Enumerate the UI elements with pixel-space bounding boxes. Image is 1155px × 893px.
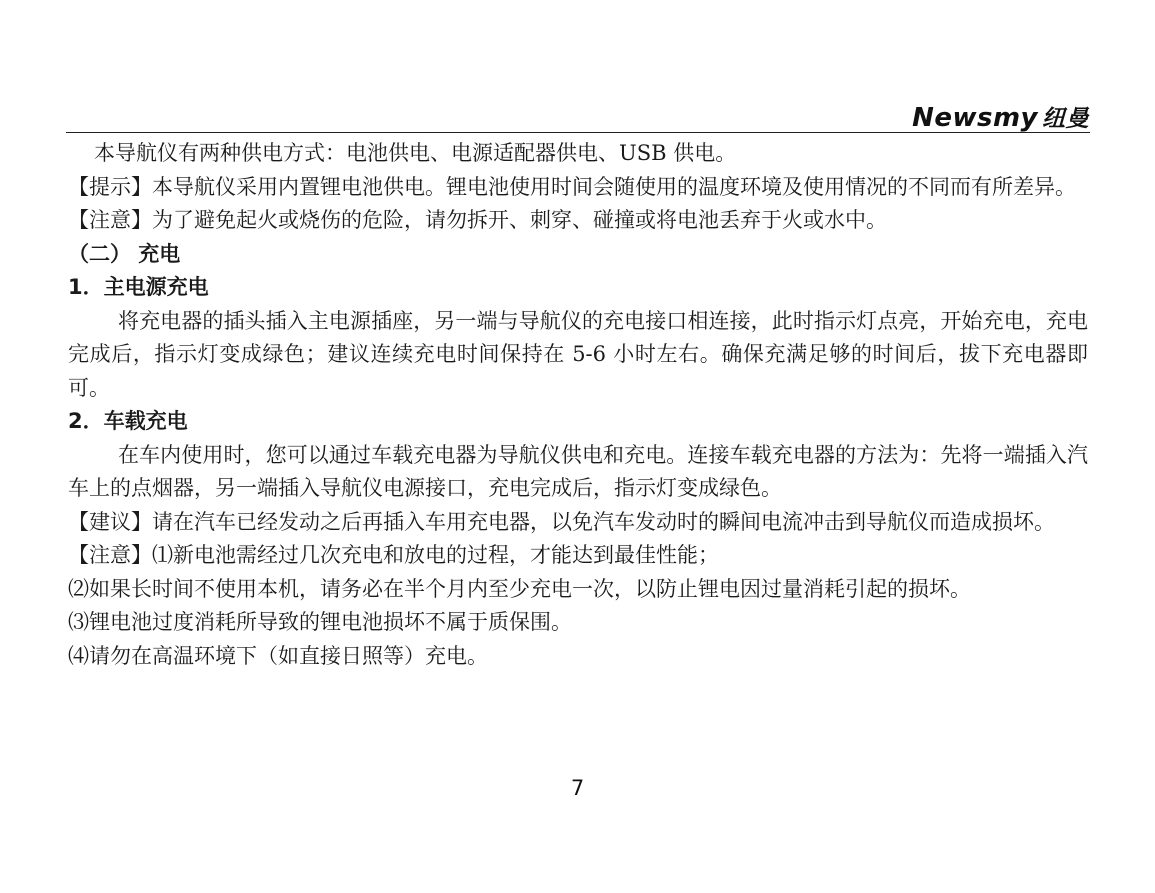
- brand-logo: [912, 104, 1089, 133]
- brand-name-cjk: 纽曼: [1042, 106, 1089, 132]
- tip-paragraph: 【提示】本导航仪采用内置锂电池供电。锂电池使用时间会随使用的温度环境及使用情况的不同而有所差异。: [68, 174, 1076, 199]
- caution-item-3: ⑶锂电池过度消耗所导致的锂电池损坏不属于质保围。: [68, 610, 572, 634]
- page-number: 7: [570, 776, 585, 800]
- mains-charging-paragraph: 将充电器的插头插入主电源插座，另一端与导航仪的充电接口相连接，此时指示灯点亮，开始充电，充电完成后，指示灯变成绿色；建议连续充电时间保持在 5-6 小时左右。确保充满足够的时间后，拔下充电器即可。: [68, 308, 1088, 400]
- page-content: [68, 137, 1088, 673]
- subsection-title-mains: 1．主电源充电: [68, 275, 209, 299]
- section-title: （二） 充电: [68, 241, 181, 266]
- caution-item-2: ⑵如果长时间不使用本机，请务必在半个月内至少充电一次，以防止锂电因过量消耗引起的损坏。: [68, 576, 971, 601]
- caution-paragraph: 【注意】为了避免起火或烧伤的危险，请勿拆开、刺穿、碰撞或将电池丢弃于火或水中。: [68, 208, 887, 232]
- header-divider: [66, 132, 1090, 133]
- caution-item-4: ⑷请勿在高温环境下（如直接日照等）充电。: [68, 643, 488, 668]
- brand-name-latin: Newsmy: [912, 103, 1038, 133]
- intro-paragraph: 本导航仪有两种供电方式：电池供电、电源适配器供电、USB 供电。: [94, 141, 737, 165]
- caution-item-1: 【注意】⑴新电池需经过几次充电和放电的过程，才能达到最佳性能；: [68, 543, 719, 567]
- suggestion-paragraph: 【建议】请在汽车已经发动之后再插入车用充电器，以免汽车发动时的瞬间电流冲击到导航仪而造成损坏。: [68, 509, 1055, 534]
- car-charging-paragraph: 在车内使用时，您可以通过车载充电器为导航仪供电和充电。连接车载充电器的方法为：先将一端插入汽车上的点烟器，另一端插入导航仪电源接口，充电完成后，指示灯变成绿色。: [68, 442, 1088, 500]
- subsection-title-car: 2．车载充电: [68, 409, 188, 433]
